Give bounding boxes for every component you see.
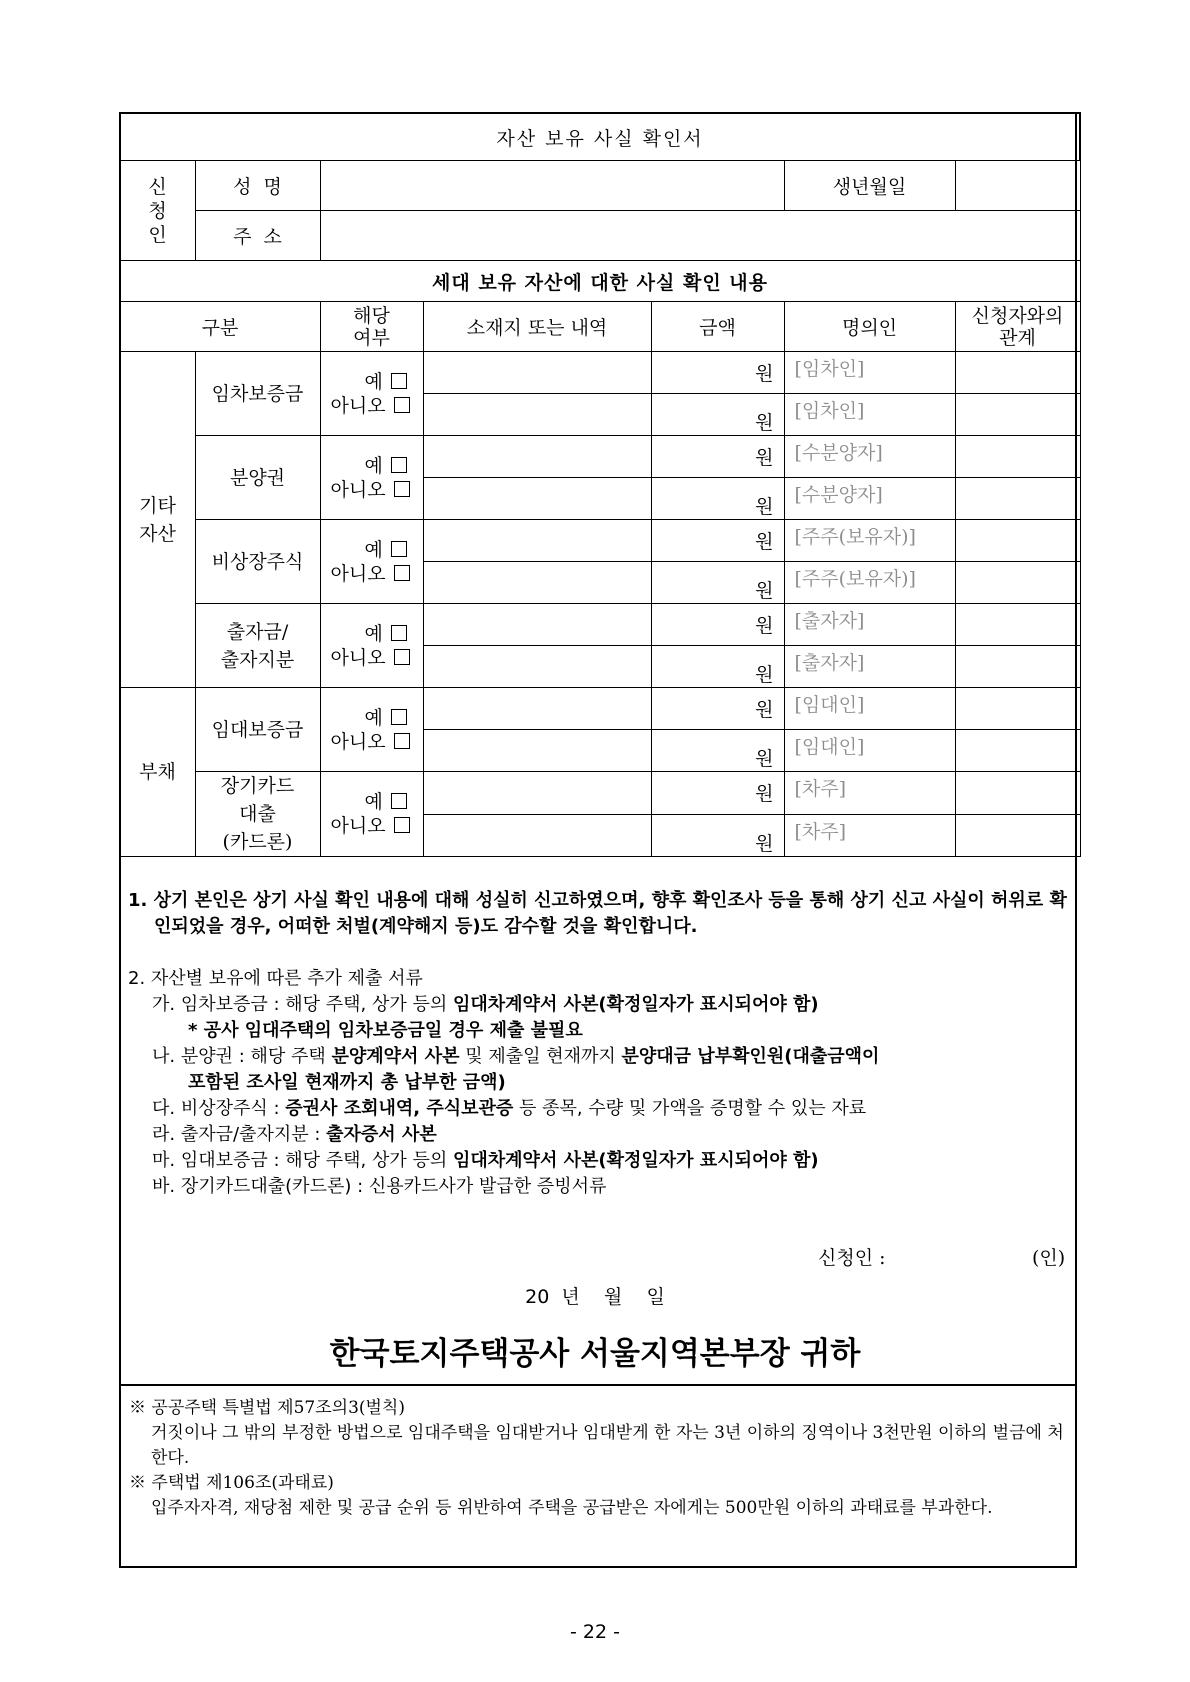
holder-field[interactable]: [차주] xyxy=(784,772,955,815)
location-field[interactable] xyxy=(423,436,651,478)
relation-field[interactable] xyxy=(955,436,1080,478)
table-row xyxy=(120,772,1080,815)
yes-option[interactable] xyxy=(331,706,423,730)
yes-label: 예 xyxy=(364,538,383,561)
relation-field[interactable] xyxy=(955,646,1080,688)
amount-field[interactable]: 원 xyxy=(651,814,784,857)
doc-da-text2: 등 종목, 수량 및 가액을 증명할 수 있는 자료 xyxy=(513,1098,867,1119)
doc-ga-note: * 공사 임대주택의 임차보증금일 경우 제출 불필요 xyxy=(188,1020,583,1041)
applicant-sign-label: 신청인 : xyxy=(818,1247,886,1269)
header-applicable: 해당 여부 xyxy=(320,302,423,352)
location-field[interactable] xyxy=(423,604,651,646)
header-holder: 명의인 xyxy=(784,302,955,352)
doc-ra xyxy=(128,1122,1068,1148)
declaration-p1: 1. 상기 본인은 상기 사실 확인 내용에 대해 성실히 신고하였으며, 향후 확인조사 등을 통해 상기 신고 사실이 허위로 확인되었을 경우, 어떠한 처벌(계약해지 등)도 감수할 것을 확인합니다. xyxy=(128,890,1067,937)
holder-field[interactable]: [임대인] xyxy=(784,730,955,772)
header-relation: 신청자와의 관계 xyxy=(955,302,1080,352)
amount-field[interactable]: 원 xyxy=(651,394,784,436)
doc-ga-bold: 임대차계약서 사본(확정일자가 표시되어야 함) xyxy=(453,994,819,1015)
no-option[interactable] xyxy=(331,814,423,838)
location-field[interactable] xyxy=(423,562,651,604)
no-label: 아니오 xyxy=(330,394,386,417)
no-checkbox[interactable] xyxy=(394,397,410,413)
date-line: 20 년 월 일 xyxy=(525,1286,665,1308)
group-liabilities: 부채 xyxy=(120,688,195,857)
note2-title: ※ 주택법 제106조(과태료) xyxy=(129,1473,334,1493)
amount-field[interactable]: 원 xyxy=(651,604,784,646)
address-field[interactable] xyxy=(320,211,1080,261)
no-option[interactable] xyxy=(331,730,423,754)
doc-ra-text: 라. 출자금/출자지분 : xyxy=(152,1124,327,1145)
yes-label: 예 xyxy=(364,622,383,645)
name-field[interactable] xyxy=(320,161,784,211)
location-field[interactable] xyxy=(423,814,651,857)
doc-ma-text: 마. 임대보증금 : 해당 주택, 상가 등의 xyxy=(152,1150,453,1171)
declaration xyxy=(128,888,1068,1200)
doc-ra-bold: 출자증서 사본 xyxy=(326,1124,437,1145)
table-row xyxy=(120,688,1080,730)
no-label: 아니오 xyxy=(330,730,386,753)
doc-ma-bold: 임대차계약서 사본(확정일자가 표시되어야 함) xyxy=(453,1150,819,1171)
doc-na-text2: 및 제출일 현재까지 xyxy=(459,1046,622,1067)
declaration-p2-title: 2. 자산별 보유에 따른 추가 제출 서류 xyxy=(128,968,423,989)
birth-field[interactable] xyxy=(955,161,1080,211)
location-field[interactable] xyxy=(423,646,651,688)
relation-field[interactable] xyxy=(955,394,1080,436)
doc-da xyxy=(128,1096,1068,1122)
location-field[interactable] xyxy=(423,394,651,436)
header-location: 소재지 또는 내역 xyxy=(423,302,651,352)
location-field[interactable] xyxy=(423,688,651,730)
applicant-label: 신 청 인 xyxy=(120,161,195,261)
yes-no-checkboxes xyxy=(320,604,423,688)
relation-field[interactable] xyxy=(955,688,1080,730)
holder-field[interactable]: [임차인] xyxy=(784,352,955,394)
yes-checkbox[interactable] xyxy=(391,625,407,641)
no-checkbox[interactable] xyxy=(394,817,410,833)
amount-field[interactable]: 원 xyxy=(651,520,784,562)
holder-field[interactable]: [출자자] xyxy=(784,604,955,646)
table-row xyxy=(120,520,1080,562)
section-title: 세대 보유 자산에 대한 사실 확인 내용 xyxy=(120,261,1080,302)
item-name: 비상장주식 xyxy=(195,520,320,604)
yes-option[interactable] xyxy=(331,454,423,478)
holder-field[interactable]: [수분양자] xyxy=(784,478,955,520)
no-checkbox[interactable] xyxy=(394,565,410,581)
no-checkbox[interactable] xyxy=(394,481,410,497)
relation-field[interactable] xyxy=(955,562,1080,604)
page-number: - 22 - xyxy=(570,1621,620,1643)
yes-no-checkboxes xyxy=(320,520,423,604)
holder-field[interactable]: [임대인] xyxy=(784,688,955,730)
relation-field[interactable] xyxy=(955,478,1080,520)
doc-ga xyxy=(128,992,1068,1018)
header-amount: 금액 xyxy=(651,302,784,352)
relation-field[interactable] xyxy=(955,772,1080,815)
amount-field[interactable]: 원 xyxy=(651,478,784,520)
relation-field[interactable] xyxy=(955,814,1080,857)
amount-field[interactable]: 원 xyxy=(651,436,784,478)
yes-checkbox[interactable] xyxy=(391,373,407,389)
legal-notes xyxy=(119,1384,1077,1521)
amount-field[interactable]: 원 xyxy=(651,730,784,772)
name-label: 성 명 xyxy=(195,161,320,211)
address-label: 주 소 xyxy=(195,211,320,261)
yes-label: 예 xyxy=(364,706,383,729)
yes-option[interactable] xyxy=(331,622,423,646)
no-option[interactable] xyxy=(331,394,423,418)
no-checkbox[interactable] xyxy=(394,649,410,665)
yes-no-checkboxes xyxy=(320,772,423,857)
yes-checkbox[interactable] xyxy=(391,541,407,557)
relation-field[interactable] xyxy=(955,604,1080,646)
amount-field[interactable]: 원 xyxy=(651,562,784,604)
table-row xyxy=(120,352,1080,394)
yes-label: 예 xyxy=(364,791,383,813)
yes-checkbox[interactable] xyxy=(391,709,407,725)
no-label: 아니오 xyxy=(330,815,386,837)
asset-form-table xyxy=(119,112,1081,857)
amount-field[interactable]: 원 xyxy=(651,646,784,688)
amount-field[interactable]: 원 xyxy=(651,352,784,394)
table-row xyxy=(120,604,1080,646)
amount-field[interactable]: 원 xyxy=(651,772,784,815)
no-checkbox[interactable] xyxy=(394,733,410,749)
yes-label: 예 xyxy=(364,454,383,477)
item-name: 출자금/ 출자지분 xyxy=(195,604,320,688)
item-name: 장기카드 대출 (카드론) xyxy=(195,772,320,857)
seal-label: (인) xyxy=(1032,1247,1066,1269)
no-option[interactable] xyxy=(331,562,423,586)
doc-na xyxy=(128,1044,1068,1070)
doc-na-text: 나. 분양권 : 해당 주택 xyxy=(152,1046,332,1067)
note1-body: 거짓이나 그 밖의 부정한 방법으로 임대주택을 임대받거나 임대받게 한 자는 3년 이하의 징역이나 3천만원 이하의 벌금에 처한다. xyxy=(151,1423,1064,1468)
table-row xyxy=(120,436,1080,478)
addressee: 한국토지주택공사 서울지역본부장 귀하 xyxy=(329,1336,861,1372)
item-name: 분양권 xyxy=(195,436,320,520)
no-option[interactable] xyxy=(331,646,423,670)
doc-na-bold1: 분양계약서 사본 xyxy=(331,1046,460,1067)
amount-field[interactable]: 원 xyxy=(651,688,784,730)
location-field[interactable] xyxy=(423,478,651,520)
doc-da-text: 다. 비상장주식 : xyxy=(152,1098,286,1119)
item-name: 임대보증금 xyxy=(195,688,320,772)
doc-ma xyxy=(128,1148,1068,1174)
doc-ga-text: 가. 임차보증금 : 해당 주택, 상가 등의 xyxy=(152,994,453,1015)
location-field[interactable] xyxy=(423,520,651,562)
location-field[interactable] xyxy=(423,352,651,394)
no-option[interactable] xyxy=(331,478,423,502)
yes-no-checkboxes xyxy=(320,688,423,772)
holder-field[interactable]: [출자자] xyxy=(784,646,955,688)
relation-field[interactable] xyxy=(955,352,1080,394)
item-name: 임차보증금 xyxy=(195,352,320,436)
yes-label: 예 xyxy=(364,370,383,393)
yes-option[interactable] xyxy=(331,370,423,394)
no-label: 아니오 xyxy=(330,562,386,585)
yes-checkbox[interactable] xyxy=(391,793,407,809)
doc-ba: 바. 장기카드대출(카드론) : 신용카드사가 발급한 증빙서류 xyxy=(152,1176,607,1197)
holder-field[interactable]: [주주(보유자)] xyxy=(784,562,955,604)
yes-option[interactable] xyxy=(331,790,423,814)
birth-label: 생년월일 xyxy=(784,161,955,211)
note2-body: 입주자자격, 재당첨 제한 및 공급 순위 등 위반하여 주택을 공급받은 자에게는 500만원 이하의 과태료를 부과한다. xyxy=(151,1498,993,1518)
yes-option[interactable] xyxy=(331,538,423,562)
location-field[interactable] xyxy=(423,730,651,772)
relation-field[interactable] xyxy=(955,730,1080,772)
yes-no-checkboxes xyxy=(320,352,423,436)
note1-title: ※ 공공주택 특별법 제57조의3(벌칙) xyxy=(129,1398,405,1418)
yes-checkbox[interactable] xyxy=(391,457,407,473)
doc-na-cont: 포함된 조사일 현재까지 총 납부한 금액) xyxy=(188,1072,506,1093)
holder-field[interactable]: [차주] xyxy=(784,814,955,857)
relation-field[interactable] xyxy=(955,520,1080,562)
doc-na-bold2: 분양대금 납부확인원(대출금액이 xyxy=(621,1046,880,1067)
location-field[interactable] xyxy=(423,772,651,815)
holder-field[interactable]: [임차인] xyxy=(784,394,955,436)
doc-da-bold: 증권사 조회내역, 주식보관증 xyxy=(285,1098,514,1119)
holder-field[interactable]: [주주(보유자)] xyxy=(784,520,955,562)
group-other-assets: 기타 자산 xyxy=(120,352,195,688)
form-title: 자산 보유 사실 확인서 xyxy=(120,113,1080,161)
yes-no-checkboxes xyxy=(320,436,423,520)
header-category: 구분 xyxy=(120,302,320,352)
holder-field[interactable]: [수분양자] xyxy=(784,436,955,478)
no-label: 아니오 xyxy=(330,646,386,669)
no-label: 아니오 xyxy=(330,478,386,501)
